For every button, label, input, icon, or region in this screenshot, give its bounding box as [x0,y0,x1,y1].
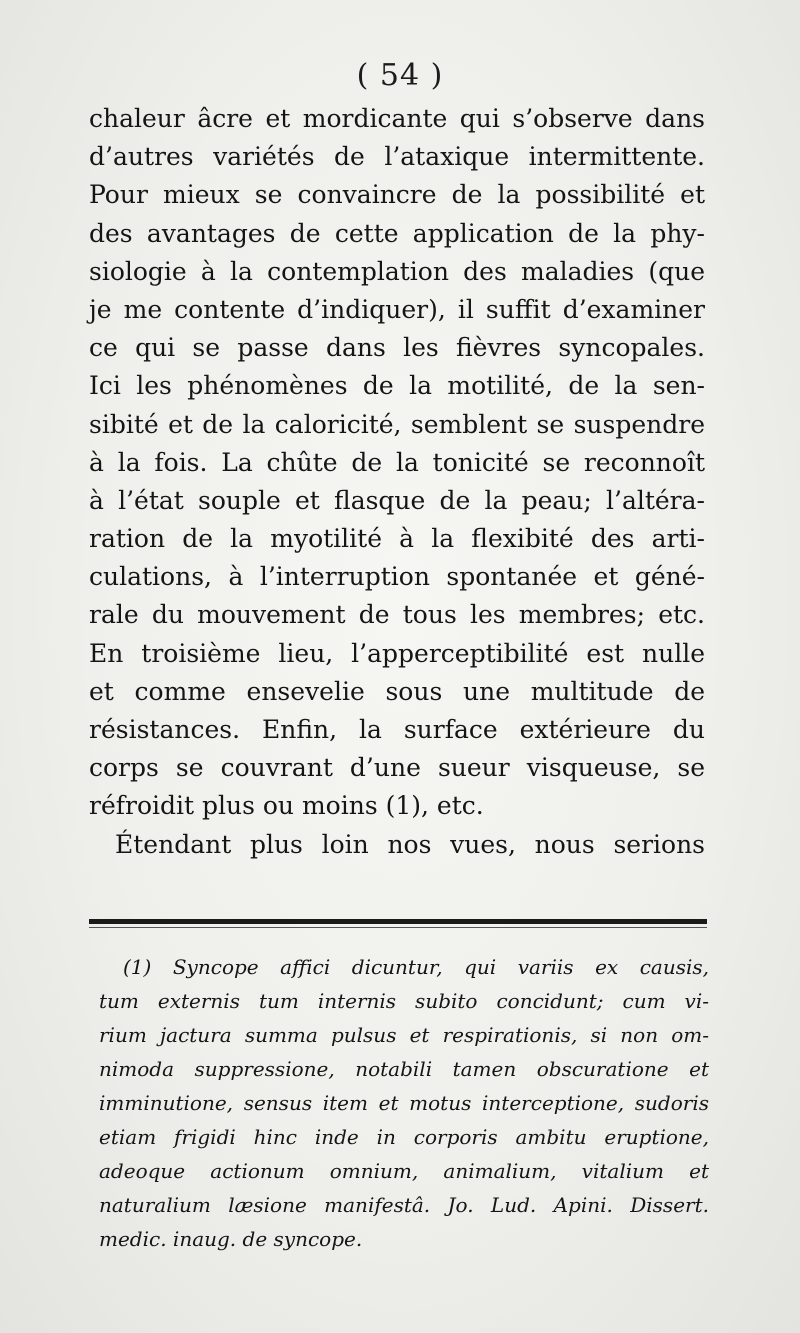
footnote-separator-hairline [89,927,707,928]
body-line: ce qui se passe dans les fièvres syncopales. [89,333,705,363]
body-line: corps se couvrant d’une sueur visqueuse, se [89,753,705,783]
footnote-line: adeoque actionum omnium, animalium, vitalium et [99,1159,709,1183]
body-line: des avantages de cette application de la phy- [89,218,705,248]
body-text [89,100,705,864]
footnote-line: imminutione, sensus item et motus interceptione, sudoris [99,1091,709,1115]
footnote-line: tum externis tum internis subito concidunt; cum vi- [99,989,709,1013]
footnote-separator-rule [89,919,707,924]
body-line: et comme ensevelie sous une multitude de [89,676,705,706]
body-line: Étendant plus loin nos vues, nous serions [115,829,705,859]
footnote-line: etiam frigidi hinc inde in corporis ambitu eruptione, [99,1125,709,1149]
footnote [99,950,709,1256]
body-line: à l’état souple et flasque de la peau; l’altéra- [89,485,705,515]
body-line: à la fois. La chûte de la tonicité se reconnoît [89,447,705,477]
footnote-line: (1) Syncope affici dicuntur, qui variis ex causis, [123,955,709,979]
body-line: culations, à l’interruption spontanée et géné- [89,562,705,592]
body-line: sibité et de la caloricité, semblent se suspendre [89,409,705,439]
body-line: rale du mouvement de tous les membres; etc. [89,600,705,630]
body-line: Pour mieux se convaincre de la possibilité et [89,180,705,210]
body-line: siologie à la contemplation des maladies (que [89,256,705,286]
body-line: chaleur âcre et mordicante qui s’observe dans [89,104,705,133]
footnote-line: rium jactura summa pulsus et respirationis, si non om- [99,1023,709,1047]
body-line: réfroidit plus ou moins (1), etc. [89,791,484,821]
footnote-line: naturalium læsione manifestâ. Jo. Lud. Apini. Dissert. [99,1193,709,1217]
body-line: En troisième lieu, l’apperceptibilité est nulle [89,638,705,668]
body-line: résistances. Enfin, la surface extérieure du [89,715,705,744]
body-line: je me contente d’indiquer), il suffit d’examiner [89,294,705,324]
footnote-line: medic. inaug. de syncope. [99,1227,363,1251]
footnote-line: nimoda suppressione, notabili tamen obscuratione et [99,1057,709,1081]
body-line: ration de la myotilité à la flexibité des arti- [89,524,705,554]
page-number: ( 54 ) [356,58,444,93]
body-line: Ici les phénomènes de la motilité, de la sen- [89,371,705,401]
body-line: d’autres variétés de l’ataxique intermittente. [89,142,705,172]
